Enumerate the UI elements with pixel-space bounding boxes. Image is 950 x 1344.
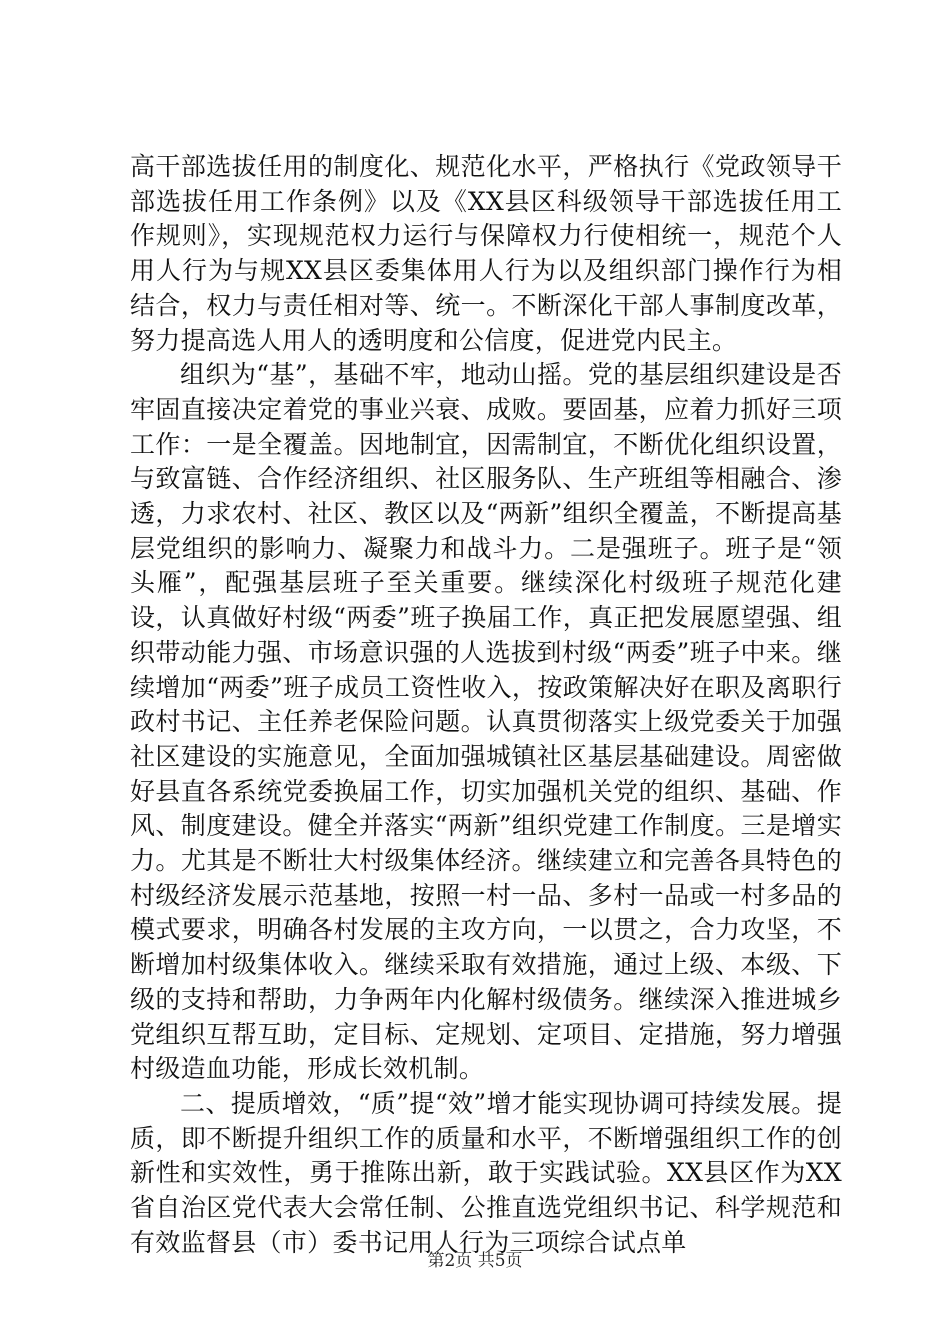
page-number-footer: 第2页 共5页 [427, 1251, 523, 1271]
document-body [130, 150, 842, 1261]
paragraph-3: 二、提质增效，“质”提“效”增才能实现协调可持续发展。提质，即不断提升组织工作的质量和水平，不断增强组织工作的创新性和实效性，勇于推陈出新，敢于实践试验。XX县区作为XX省自治区党代表大会常任制、公推直选党组织书记、科学规范和有效监督县（市）委书记用人行为三项综合试点单 [130, 1088, 842, 1257]
paragraph-1: 高干部选拔任用的制度化、规范化水平，严格执行《党政领导干部选拔任用工作条例》以及《XX县区科级领导干部选拔任用工作规则》，实现规范权力运行与保障权力行使相统一，规范个人用人行为与规XX县区委集体用人行为以及组织部门操作行为相结合，权力与责任相对等、统一。不断深化干部人事制度改革，努力提高选人用人的透明度和公信度，促进党内民主。 [130, 152, 842, 355]
paragraph-2: 组织为“基”，基础不牢，地动山摇。党的基层组织建设是否牢固直接决定着党的事业兴衰、成败。要固基，应着力抓好三项工作：一是全覆盖。因地制宜，因需制宜，不断优化组织设置，与致富链、合作经济组织、社区服务队、生产班组等相融合、渗透，力求农村、社区、教区以及“两新”组织全覆盖，不断提高基层党组织的影响力、凝聚力和战斗力。二是强班子。班子是“领头雁”，配强基层班子至关重要。继续深化村级班子规范化建设，认真做好村级“两委”班子换届工作，真正把发展愿望强、组织带动能力强、市场意识强的人选拔到村级“两委”班子中来。继续增加“两委”班子成员工资性收入，按政策解决好在职及离职行政村书记、主任养老保险问题。认真贯彻落实上级党委关于加强社区建设的实施意见，全面加强城镇社区基层基础建设。周密做好县直各系统党委换届工作，切实加强机关党的组织、基础、作风、制度建设。健全并落实“两新”组织党建工作制度。三是增实力。尤其是不断壮大村级集体经济。继续建立和完善各具特色的村级经济发展示范基地，按照一村一品、多村一品或一村多品的模式要求，明确各村发展的主攻方向，一以贯之，合力攻坚，不断增加村级集体收入。继续采取有效措施，通过上级、本级、下级的支持和帮助，力争两年内化解村级债务。继续深入推进城乡党组织互帮互助，定目标、定规划、定项目、定措施，努力增强村级造血功能，形成长效机制。 [130, 360, 842, 1084]
